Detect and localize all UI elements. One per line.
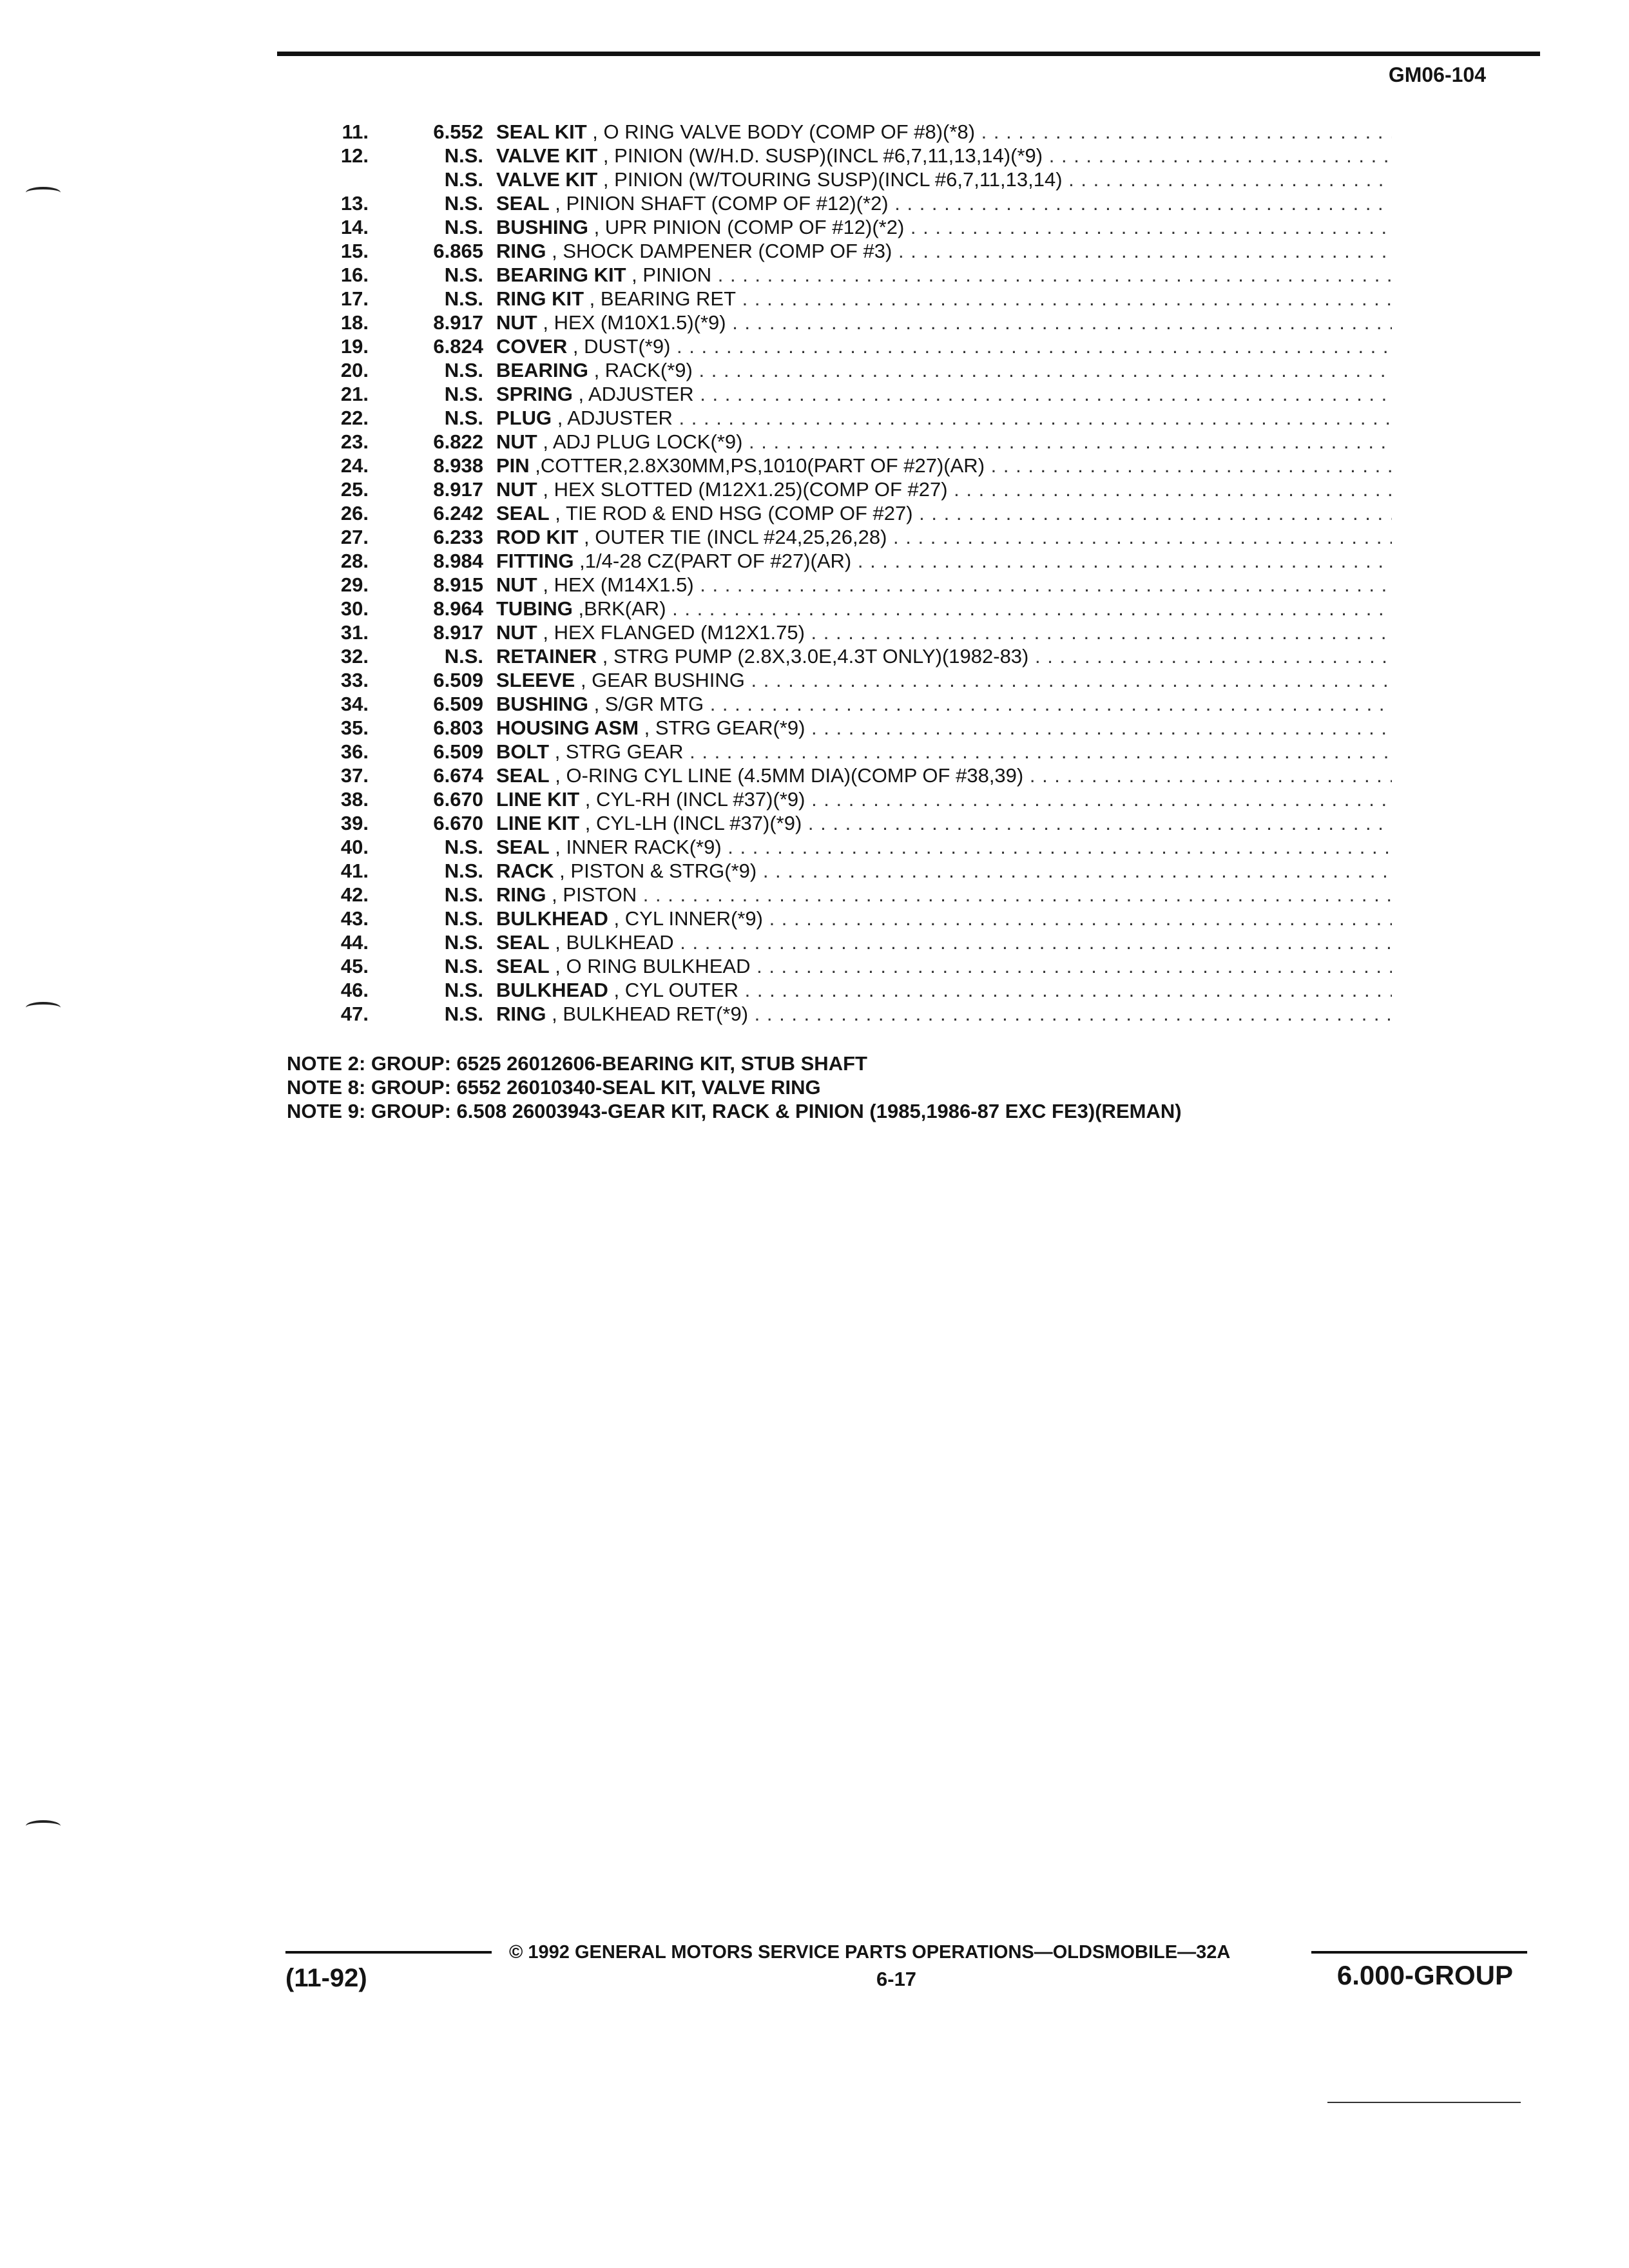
item-number: 40.	[340, 836, 369, 858]
part-separator: ,	[572, 383, 588, 405]
part-separator: ,	[537, 573, 554, 596]
part-detail: O RING BULKHEAD	[566, 955, 751, 977]
group-number: N.S.	[444, 979, 483, 1001]
item-number: 45.	[340, 955, 369, 977]
part-name: SEAL KIT	[496, 120, 587, 143]
part-description	[496, 168, 1392, 191]
part-name: LINE KIT	[496, 812, 580, 834]
item-number: 23.	[340, 430, 369, 453]
note-line: NOTE 8: GROUP: 6552 26010340-SEAL KIT, VALVE RING	[287, 1076, 821, 1099]
part-description	[496, 668, 1392, 692]
item-number: 43.	[340, 907, 369, 930]
header-rule	[277, 52, 1540, 56]
part-separator: ,	[537, 430, 553, 453]
part-detail: DUST(*9)	[584, 335, 671, 358]
part-name: SLEEVE	[496, 669, 575, 691]
part-row	[284, 620, 1392, 644]
group-number: N.S.	[444, 216, 483, 238]
revision-date: (11-92)	[285, 1964, 367, 1992]
part-detail: HEX (M10X1.5)(*9)	[554, 311, 726, 334]
part-detail: TIE ROD & END HSG (COMP OF #27)	[565, 502, 913, 524]
part-name: RING	[496, 883, 546, 906]
part-separator: ,	[549, 740, 566, 763]
group-number: N.S.	[444, 287, 483, 310]
part-name: PLUG	[496, 407, 552, 429]
item-number: 17.	[340, 287, 369, 310]
part-row	[284, 287, 1392, 311]
group-number: 6.670	[433, 812, 483, 834]
part-row	[284, 501, 1392, 525]
part-separator: ,	[597, 168, 615, 191]
group-number: 6.865	[433, 240, 483, 262]
part-row	[284, 311, 1392, 334]
part-row	[284, 334, 1392, 358]
part-separator: ,	[549, 931, 566, 954]
part-row	[284, 454, 1392, 477]
part-row	[284, 978, 1392, 1002]
part-name: NUT	[496, 621, 537, 644]
part-detail: HEX (M14X1.5)	[554, 573, 694, 596]
part-description	[496, 764, 1392, 787]
item-number: 34.	[340, 693, 369, 715]
part-name: COVER	[496, 335, 568, 358]
part-name: BUSHING	[496, 216, 588, 238]
part-description	[496, 811, 1392, 835]
part-separator: ,	[586, 120, 604, 143]
part-description	[496, 930, 1392, 954]
part-name: SEAL	[496, 836, 550, 858]
item-number: 24.	[340, 454, 369, 477]
item-number: 30.	[340, 597, 369, 620]
part-separator: ,	[588, 359, 605, 381]
part-separator: ,	[584, 287, 601, 310]
part-detail: CYL-LH (INCL #37)(*9)	[596, 812, 802, 834]
part-row	[284, 644, 1392, 668]
part-description	[496, 263, 1392, 287]
part-detail: PINION SHAFT (COMP OF #12)(*2)	[566, 192, 889, 215]
footer-rule-left	[285, 1951, 492, 1954]
part-separator: ,	[549, 955, 566, 977]
part-detail: PINION (W/H.D. SUSP)(INCL #6,7,11,13,14)(*9)	[614, 144, 1043, 167]
part-separator: ,	[588, 216, 605, 238]
part-row	[284, 883, 1392, 907]
part-row	[284, 406, 1392, 430]
part-name: RING	[496, 1003, 546, 1025]
part-name: ROD KIT	[496, 526, 579, 548]
part-separator: ,	[626, 264, 643, 286]
catalog-code: GM06-104	[1388, 63, 1486, 86]
part-description	[496, 382, 1392, 406]
part-row	[284, 692, 1392, 716]
footer-rule-right	[1311, 1951, 1527, 1954]
part-separator: ,	[537, 621, 554, 644]
part-row	[284, 716, 1392, 740]
group-number: 6.822	[433, 430, 483, 453]
part-detail: STRG PUMP (2.8X,3.0E,4.3T ONLY)(1982-83)	[613, 645, 1029, 668]
part-name: VALVE KIT	[496, 168, 598, 191]
part-row	[284, 120, 1392, 144]
part-detail: ADJUSTER	[567, 407, 673, 429]
part-name: BOLT	[496, 740, 550, 763]
group-number: 6.509	[433, 669, 483, 691]
note-line: NOTE 9: GROUP: 6.508 26003943-GEAR KIT, RACK & PINION (1985,1986-87 EXC FE3)(REMAN)	[287, 1100, 1182, 1122]
part-description	[496, 859, 1392, 883]
part-detail: HEX SLOTTED (M12X1.25)(COMP OF #27)	[554, 478, 948, 501]
part-separator: ,	[546, 1003, 563, 1025]
part-description	[496, 239, 1392, 263]
item-number: 46.	[340, 979, 369, 1001]
part-separator: ,	[588, 693, 605, 715]
group-label: 6.000-GROUP	[1336, 1960, 1513, 1990]
item-number: 28.	[340, 550, 369, 572]
part-row	[284, 835, 1392, 859]
part-description	[496, 334, 1392, 358]
item-number: 14.	[340, 216, 369, 238]
part-detail: CYL INNER(*9)	[624, 907, 763, 930]
part-row	[284, 907, 1392, 930]
part-name: SEAL	[496, 192, 550, 215]
part-description	[496, 644, 1392, 668]
item-number: 19.	[340, 335, 369, 358]
part-row	[284, 430, 1392, 454]
group-number: N.S.	[444, 383, 483, 405]
group-number: N.S.	[444, 264, 483, 286]
group-number: N.S.	[444, 1003, 483, 1025]
item-number: 12.	[340, 144, 369, 167]
part-description	[496, 311, 1392, 334]
item-number: 13.	[340, 192, 369, 215]
group-number: N.S.	[444, 931, 483, 954]
part-row	[284, 1002, 1392, 1026]
part-row	[284, 239, 1392, 263]
part-row	[284, 668, 1392, 692]
part-description	[496, 1002, 1392, 1026]
item-number: 18.	[340, 311, 369, 334]
part-separator: ,	[554, 860, 571, 882]
part-description	[496, 120, 1392, 144]
part-detail: RACK(*9)	[604, 359, 693, 381]
part-detail: SHOCK DAMPENER (COMP OF #3)	[563, 240, 892, 262]
item-number: 29.	[340, 573, 369, 596]
part-separator: ,	[549, 764, 566, 787]
group-number: N.S.	[444, 192, 483, 215]
part-row	[284, 191, 1392, 215]
part-name: NUT	[496, 573, 537, 596]
bottom-rule	[1327, 2102, 1521, 2103]
item-number: 33.	[340, 669, 369, 691]
part-description	[496, 430, 1392, 454]
group-number: 6.233	[433, 526, 483, 548]
part-description	[496, 144, 1392, 168]
part-detail: UPR PINION (COMP OF #12)(*2)	[604, 216, 905, 238]
item-number: 16.	[340, 264, 369, 286]
part-name: BULKHEAD	[496, 979, 608, 1001]
group-number: N.S.	[444, 883, 483, 906]
part-description	[496, 501, 1392, 525]
part-detail: BULKHEAD	[566, 931, 674, 954]
parts-list	[284, 120, 1392, 1026]
item-number: 15.	[340, 240, 369, 262]
margin-mark	[26, 187, 61, 198]
part-separator: ,	[549, 192, 566, 215]
part-name: NUT	[496, 311, 537, 334]
group-number: N.S.	[444, 144, 483, 167]
part-name: TUBING	[496, 597, 573, 620]
part-row	[284, 930, 1392, 954]
part-separator: ,	[597, 144, 615, 167]
part-separator: ,	[608, 907, 625, 930]
group-number: N.S.	[444, 168, 483, 191]
part-separator: ,	[537, 478, 554, 501]
item-number: 44.	[340, 931, 369, 954]
part-description	[496, 787, 1392, 811]
part-name: SEAL	[496, 955, 550, 977]
item-number: 21.	[340, 383, 369, 405]
copyright: © 1992 GENERAL MOTORS SERVICE PARTS OPERATIONS—OLDSMOBILE—32A	[509, 1942, 1231, 1963]
part-name: SEAL	[496, 931, 550, 954]
item-number: 27.	[340, 526, 369, 548]
part-description	[496, 358, 1392, 382]
part-description	[496, 454, 1392, 477]
part-separator: ,	[529, 454, 541, 477]
part-detail: ADJUSTER	[588, 383, 694, 405]
part-detail: CYL-RH (INCL #37)(*9)	[596, 788, 805, 811]
item-number: 35.	[340, 716, 369, 739]
part-separator: ,	[567, 335, 584, 358]
part-row	[284, 954, 1392, 978]
group-number: N.S.	[444, 955, 483, 977]
part-separator: ,	[546, 883, 563, 906]
group-number: N.S.	[444, 407, 483, 429]
group-number: 6.670	[433, 788, 483, 811]
part-separator: ,	[578, 526, 595, 548]
part-name: RING KIT	[496, 287, 584, 310]
part-description	[496, 620, 1392, 644]
part-detail: CYL OUTER	[624, 979, 739, 1001]
part-separator: ,	[579, 812, 597, 834]
part-detail: PINION	[642, 264, 712, 286]
part-detail: BULKHEAD RET(*9)	[563, 1003, 749, 1025]
part-description	[496, 883, 1392, 907]
part-name: NUT	[496, 478, 537, 501]
group-number: 8.917	[433, 311, 483, 334]
part-row	[284, 573, 1392, 597]
part-description	[496, 287, 1392, 311]
part-separator: ,	[546, 240, 563, 262]
item-number: 41.	[340, 860, 369, 882]
group-number: 8.917	[433, 621, 483, 644]
group-number: N.S.	[444, 645, 483, 668]
group-number: 8.938	[433, 454, 483, 477]
part-row	[284, 215, 1392, 239]
part-description	[496, 477, 1392, 501]
note-line: NOTE 2: GROUP: 6525 26012606-BEARING KIT, STUB SHAFT	[287, 1052, 867, 1075]
group-number: 6.824	[433, 335, 483, 358]
group-number: N.S.	[444, 836, 483, 858]
item-number: 42.	[340, 883, 369, 906]
part-description	[496, 740, 1392, 764]
part-separator: ,	[608, 979, 625, 1001]
part-description	[496, 406, 1392, 430]
item-number: 31.	[340, 621, 369, 644]
part-row	[284, 740, 1392, 764]
part-row	[284, 358, 1392, 382]
part-name: BEARING KIT	[496, 264, 626, 286]
item-number: 37.	[340, 764, 369, 787]
part-detail: BRK(AR)	[584, 597, 666, 620]
part-detail: OUTER TIE (INCL #24,25,26,28)	[595, 526, 887, 548]
group-number: 8.964	[433, 597, 483, 620]
part-separator: ,	[639, 716, 655, 739]
part-name: NUT	[496, 430, 537, 453]
part-name: BUSHING	[496, 693, 588, 715]
part-detail: GEAR BUSHING	[592, 669, 745, 691]
margin-mark	[26, 1002, 61, 1014]
page-number: 6-17	[876, 1968, 917, 1990]
part-description	[496, 716, 1392, 740]
part-description	[496, 597, 1392, 620]
part-row	[284, 168, 1392, 191]
part-description	[496, 978, 1392, 1002]
part-description	[496, 215, 1392, 239]
group-number: 8.984	[433, 550, 483, 572]
part-name: SEAL	[496, 764, 550, 787]
part-name: SEAL	[496, 502, 550, 524]
group-number: 6.674	[433, 764, 483, 787]
part-detail: PINION (W/TOURING SUSP)(INCL #6,7,11,13,14)	[614, 168, 1063, 191]
part-row	[284, 263, 1392, 287]
part-separator: ,	[579, 788, 597, 811]
part-name: LINE KIT	[496, 788, 580, 811]
part-name: RING	[496, 240, 546, 262]
margin-mark	[26, 1820, 61, 1832]
item-number: 32.	[340, 645, 369, 668]
group-number: 8.917	[433, 478, 483, 501]
part-row	[284, 382, 1392, 406]
part-row	[284, 144, 1392, 168]
part-name: PIN	[496, 454, 530, 477]
part-detail: BEARING RET	[600, 287, 737, 310]
item-number: 11.	[342, 120, 369, 143]
part-detail: ADJ PLUG LOCK(*9)	[552, 430, 743, 453]
part-detail: S/GR MTG	[604, 693, 704, 715]
group-number: 6.242	[433, 502, 483, 524]
part-separator: ,	[552, 407, 568, 429]
part-row	[284, 787, 1392, 811]
part-description	[496, 549, 1392, 573]
item-number: 47.	[340, 1003, 369, 1025]
item-number: 36.	[340, 740, 369, 763]
part-name: HOUSING ASM	[496, 716, 639, 739]
part-name: VALVE KIT	[496, 144, 598, 167]
part-detail: STRG GEAR(*9)	[655, 716, 805, 739]
part-row	[284, 764, 1392, 787]
part-detail: COTTER,2.8X30MM,PS,1010(PART OF #27)(AR)	[540, 454, 985, 477]
part-separator: ,	[537, 311, 554, 334]
part-name: BULKHEAD	[496, 907, 608, 930]
part-detail: O RING VALVE BODY (COMP OF #8)(*8)	[603, 120, 976, 143]
part-detail: STRG GEAR	[565, 740, 684, 763]
part-name: SPRING	[496, 383, 573, 405]
part-description	[496, 692, 1392, 716]
part-separator: ,	[597, 645, 613, 668]
group-number: N.S.	[444, 907, 483, 930]
part-detail: 1/4-28 CZ(PART OF #27)(AR)	[584, 550, 852, 572]
group-number: 6.803	[433, 716, 483, 739]
item-number: 20.	[340, 359, 369, 381]
part-name: FITTING	[496, 550, 574, 572]
item-number: 38.	[340, 788, 369, 811]
part-description	[496, 907, 1392, 930]
part-separator: ,	[575, 669, 592, 691]
group-number: N.S.	[444, 359, 483, 381]
item-number: 25.	[340, 478, 369, 501]
part-separator: ,	[574, 550, 585, 572]
item-number: 39.	[340, 812, 369, 834]
group-number: 6.509	[433, 740, 483, 763]
item-number: 26.	[340, 502, 369, 524]
part-row	[284, 597, 1392, 620]
part-separator: ,	[572, 597, 584, 620]
group-number: 8.915	[433, 573, 483, 596]
group-number: N.S.	[444, 860, 483, 882]
part-row	[284, 477, 1392, 501]
part-separator: ,	[549, 836, 566, 858]
part-description	[496, 835, 1392, 859]
part-description	[496, 191, 1392, 215]
part-row	[284, 859, 1392, 883]
part-detail: HEX FLANGED (M12X1.75)	[554, 621, 805, 644]
part-detail: PISTON	[563, 883, 637, 906]
part-row	[284, 525, 1392, 549]
part-row	[284, 549, 1392, 573]
part-detail: O-RING CYL LINE (4.5MM DIA)(COMP OF #38,39)	[566, 764, 1024, 787]
part-description	[496, 525, 1392, 549]
group-number: 6.509	[433, 693, 483, 715]
part-name: RACK	[496, 860, 554, 882]
part-detail: PISTON & STRG(*9)	[570, 860, 757, 882]
part-name: BEARING	[496, 359, 588, 381]
part-separator: ,	[549, 502, 566, 524]
part-row	[284, 811, 1392, 835]
notes	[287, 1052, 1182, 1123]
group-number: 6.552	[433, 120, 483, 143]
part-detail: INNER RACK(*9)	[566, 836, 722, 858]
part-description	[496, 954, 1392, 978]
item-number: 22.	[340, 407, 369, 429]
part-description	[496, 573, 1392, 597]
part-name: RETAINER	[496, 645, 597, 668]
